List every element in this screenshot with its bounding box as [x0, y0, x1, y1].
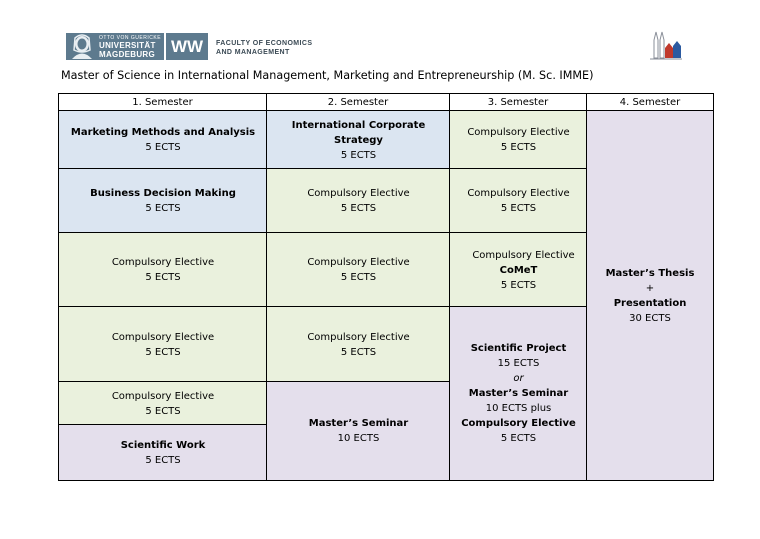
course-compulsory-elective: [267, 307, 450, 382]
university-logo: [66, 33, 164, 60]
course-marketing-methods: [59, 111, 267, 169]
course-compulsory-elective: [59, 382, 267, 425]
course-ects: 5 ECTS: [500, 142, 537, 153]
grid-line: [59, 424, 266, 425]
thesis-ects: 30 ECTS: [629, 312, 671, 324]
grid-line: [449, 94, 450, 480]
course-ects: 5 ECTS: [500, 279, 537, 291]
course-title: Master’s Seminar: [308, 418, 409, 429]
grid-line: [59, 110, 713, 111]
course-scientific-work: [59, 425, 267, 480]
grid-line: [586, 94, 587, 480]
header-semester-2: 2. Semester: [267, 94, 450, 111]
course-ects: 5 ECTS: [145, 346, 181, 358]
course-title: Compulsory Elective: [111, 390, 215, 402]
course-title: Compulsory Elective: [111, 331, 215, 343]
course-ects: 5 ECTS: [340, 203, 377, 214]
course-subtitle: CoMeT: [499, 264, 538, 276]
course-ects: 5 ECTS: [145, 454, 181, 466]
course-compulsory-elective: [59, 307, 267, 382]
presentation-title: Presentation: [613, 297, 687, 309]
plus-sign: +: [645, 282, 655, 294]
course-title: Business Decision Making: [90, 188, 236, 199]
curriculum-table: [58, 93, 714, 481]
course-masters-thesis: [587, 111, 713, 480]
course-ects: 5 ECTS: [145, 272, 181, 283]
or-text: or: [513, 373, 524, 384]
course-ects: 5 ECTS: [145, 203, 181, 214]
course-ects: 5 ECTS: [340, 272, 377, 283]
option-ects: 15 ECTS: [497, 358, 540, 369]
logo-line2: MAGDEBURG: [99, 50, 156, 59]
course-title: International Corporate Strategy: [291, 119, 426, 146]
option-masters-seminar: Master’s Seminar: [468, 388, 569, 399]
course-international-corporate-strategy: [267, 111, 450, 169]
grid-line: [59, 381, 449, 382]
logo-line1: UNIVERSITÄT: [99, 41, 156, 50]
course-masters-seminar: [267, 382, 450, 480]
course-ects: 5 ECTS: [145, 405, 181, 417]
course-title: Compulsory Elective: [307, 257, 410, 268]
course-compulsory-elective: [267, 169, 450, 233]
course-ects: 5 ECTS: [340, 149, 377, 161]
course-title: Compulsory Elective: [467, 188, 570, 199]
course-ects: 5 ECTS: [145, 142, 181, 153]
header-semester-1: 1. Semester: [59, 94, 267, 111]
course-scientific-project-or-seminar: [450, 307, 587, 480]
course-business-decision-making: [59, 169, 267, 233]
logo-small-text: OTTO VON GUERICKE: [99, 35, 162, 41]
option-compulsory-elective: Compulsory Elective: [461, 418, 576, 429]
course-title: Scientific Work: [120, 439, 206, 451]
header-semester-4: 4. Semester: [587, 94, 713, 111]
cathedral-logo-icon: [648, 28, 684, 64]
faculty-name: [216, 39, 312, 57]
course-ects: 10 ECTS: [337, 433, 380, 444]
option-ects: 10 ECTS plus: [485, 403, 552, 414]
course-compulsory-elective: [450, 111, 587, 169]
course-title: Marketing Methods and Analysis: [70, 127, 256, 138]
faculty-line1: FACULTY OF ECONOMICS: [216, 40, 313, 47]
page-title: Master of Science in International Management, Marketing and Entrepreneurship (M. Sc. IMME): [61, 69, 594, 82]
grid-line: [59, 306, 586, 307]
ww-logo: WW: [166, 33, 208, 60]
course-compulsory-elective: [450, 169, 587, 233]
course-compulsory-elective: [267, 233, 450, 307]
grid-line: [59, 232, 586, 233]
faculty-line2: AND MANAGEMENT: [216, 49, 290, 56]
course-title: Compulsory Elective: [307, 331, 410, 343]
course-title: Compulsory Elective: [467, 127, 570, 138]
course-ects: 5 ECTS: [340, 346, 377, 358]
course-compulsory-elective-comet: [450, 233, 587, 307]
header-semester-3: 3. Semester: [450, 94, 587, 111]
course-compulsory-elective: [59, 233, 267, 307]
thesis-title: Master’s Thesis: [605, 267, 695, 279]
course-title: Compulsory Elective: [472, 249, 575, 261]
course-title: Compulsory Elective: [307, 188, 410, 199]
option-scientific-project: Scientific Project: [470, 343, 567, 354]
course-ects: 5 ECTS: [500, 203, 537, 214]
grid-line: [266, 94, 267, 480]
guericke-portrait-icon: [68, 34, 96, 59]
option-ects: 5 ECTS: [500, 433, 537, 444]
course-title: Compulsory Elective: [111, 257, 215, 268]
grid-line: [59, 168, 586, 169]
